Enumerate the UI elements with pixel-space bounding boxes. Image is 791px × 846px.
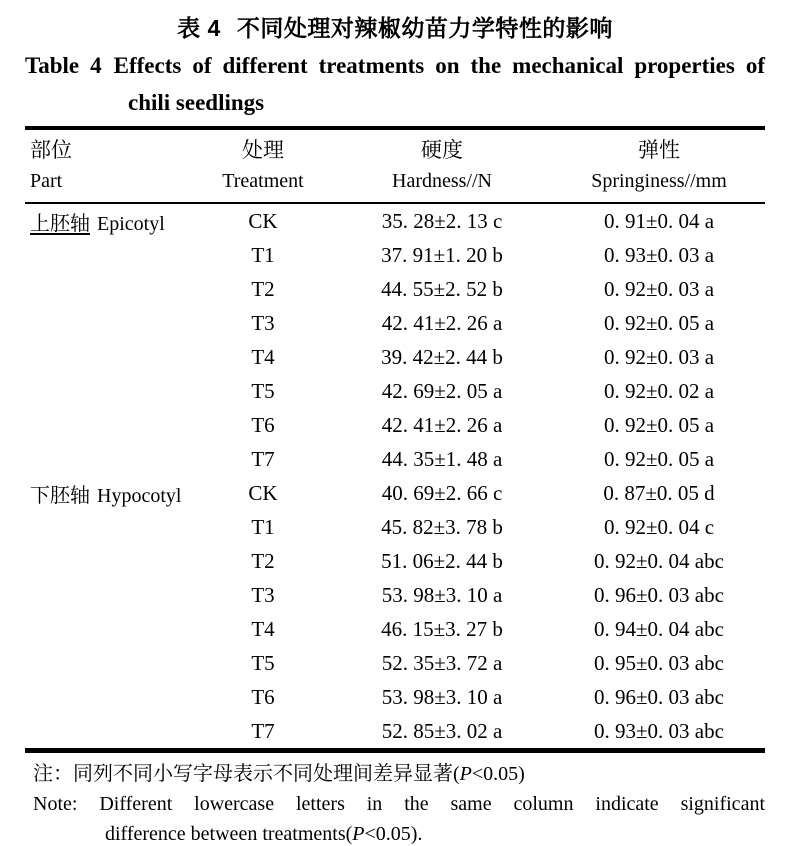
table-row — [25, 510, 765, 544]
treatment-cell: T4 — [251, 344, 275, 369]
treatment-cell: T5 — [251, 378, 275, 403]
part-cell — [25, 714, 195, 751]
hardness-cell: 53. 98±3. 10 a — [381, 582, 503, 607]
treatment-cell: CK — [248, 208, 278, 233]
springiness-cell: 0. 92±0. 03 a — [603, 344, 715, 369]
table-title-en-line2: chili seedlings — [128, 90, 265, 115]
treatment-cell: T7 — [251, 718, 275, 743]
table-title-zh-label: 表 4 — [177, 15, 221, 41]
treatment-cell: T6 — [251, 684, 275, 709]
springiness-cell: 0. 93±0. 03 abc — [594, 718, 724, 743]
table-row — [25, 374, 765, 408]
treatment-cell: T1 — [251, 242, 275, 267]
part-cell — [25, 646, 195, 680]
springiness-cell: 0. 96±0. 03 abc — [594, 582, 724, 607]
treatment-cell: T5 — [251, 650, 275, 675]
note-en-line2: difference between treatments(P<0.05). — [105, 823, 423, 845]
table-body — [25, 203, 765, 751]
table-row — [25, 714, 765, 751]
hardness-cell: 44. 35±1. 48 a — [381, 446, 503, 471]
treatment-cell: T3 — [251, 310, 275, 335]
p-value-symbol: P — [352, 823, 365, 845]
springiness-cell: 0. 92±0. 03 a — [603, 276, 715, 301]
springiness-cell: 0. 92±0. 04 c — [603, 514, 715, 539]
table-row — [25, 272, 765, 306]
header-row — [25, 128, 765, 203]
table-row — [25, 238, 765, 272]
table-row — [25, 203, 765, 238]
table-row — [25, 476, 765, 510]
note-en-line1: Note: Different lowercase letters in the same column indicate significant — [33, 793, 765, 815]
hardness-cell: 45. 82±3. 78 b — [381, 514, 503, 539]
springiness-cell: 0. 96±0. 03 abc — [594, 684, 724, 709]
table-title-en — [25, 47, 765, 121]
table-row — [25, 680, 765, 714]
springiness-cell: 0. 93±0. 03 a — [603, 242, 715, 267]
part-cell — [25, 408, 195, 442]
hardness-cell: 42. 41±2. 26 a — [381, 310, 503, 335]
table-title-zh-text: 不同处理对辣椒幼苗力学特性的影响 — [236, 15, 613, 41]
springiness-cell: 0. 92±0. 02 a — [603, 378, 715, 403]
col-header-hardness: 硬度 Hardness//N — [331, 128, 553, 203]
springiness-cell: 0. 92±0. 05 a — [603, 446, 715, 471]
part-cell — [25, 374, 195, 408]
part-cell: 下胚轴 Hypocotyl — [30, 484, 182, 507]
springiness-cell: 0. 92±0. 05 a — [603, 412, 715, 437]
table-row — [25, 340, 765, 374]
hardness-cell: 52. 35±3. 72 a — [381, 650, 503, 675]
part-cell — [25, 442, 195, 476]
paper-page — [0, 12, 791, 846]
hardness-cell: 35. 28±2. 13 c — [381, 208, 503, 233]
table-row — [25, 408, 765, 442]
treatment-cell: T2 — [251, 276, 275, 301]
springiness-cell: 0. 92±0. 04 abc — [594, 548, 724, 573]
table-row — [25, 442, 765, 476]
springiness-cell: 0. 87±0. 05 d — [603, 480, 715, 505]
table-notes — [25, 759, 765, 846]
hardness-cell: 44. 55±2. 52 b — [381, 276, 503, 301]
hardness-cell: 46. 15±3. 27 b — [381, 616, 503, 641]
treatment-cell: T3 — [251, 582, 275, 607]
springiness-cell: 0. 95±0. 03 abc — [594, 650, 724, 675]
table-header — [25, 128, 765, 203]
table-row — [25, 544, 765, 578]
springiness-cell: 0. 91±0. 04 a — [603, 208, 715, 233]
treatment-cell: T4 — [251, 616, 275, 641]
table-row — [25, 578, 765, 612]
col-header-treatment: 处理 Treatment — [195, 128, 331, 203]
part-cell — [25, 306, 195, 340]
treatment-cell: CK — [248, 480, 278, 505]
part-cell — [25, 238, 195, 272]
springiness-cell: 0. 92±0. 05 a — [603, 310, 715, 335]
part-cell — [25, 510, 195, 544]
table-row — [25, 646, 765, 680]
part-cell — [25, 612, 195, 646]
treatment-cell: T1 — [251, 514, 275, 539]
table-row — [25, 612, 765, 646]
col-header-part: 部位 Part — [25, 128, 195, 203]
part-cell: 上胚轴 Epicotyl — [30, 212, 165, 235]
part-cell — [25, 340, 195, 374]
hardness-cell: 51. 06±2. 44 b — [381, 548, 503, 573]
part-cell — [25, 578, 195, 612]
treatment-cell: T6 — [251, 412, 275, 437]
hardness-cell: 40. 69±2. 66 c — [381, 480, 503, 505]
hardness-cell: 42. 69±2. 05 a — [381, 378, 503, 403]
part-cell — [25, 544, 195, 578]
hardness-cell: 53. 98±3. 10 a — [381, 684, 503, 709]
springiness-cell: 0. 94±0. 04 abc — [594, 616, 724, 641]
table-row — [25, 306, 765, 340]
results-table — [25, 126, 765, 753]
table-title-en-label: Table 4 — [25, 53, 102, 78]
treatment-cell: T2 — [251, 548, 275, 573]
treatment-cell: T7 — [251, 446, 275, 471]
table-title-en-text: Effects of different treatments on the mechanical properties of — [113, 53, 765, 78]
hardness-cell: 39. 42±2. 44 b — [381, 344, 503, 369]
note-zh: 注：同列不同小写字母表示不同处理间差异显著(P<0.05) — [33, 763, 525, 785]
col-header-springiness: 弹性 Springiness//mm — [553, 128, 765, 203]
part-cell — [25, 272, 195, 306]
hardness-cell: 52. 85±3. 02 a — [381, 718, 503, 743]
table-title-zh — [25, 12, 765, 44]
hardness-cell: 37. 91±1. 20 b — [381, 242, 503, 267]
table-title-en-line1 — [25, 47, 765, 84]
part-cell — [25, 680, 195, 714]
hardness-cell: 42. 41±2. 26 a — [381, 412, 503, 437]
p-value-symbol: P — [459, 763, 472, 785]
